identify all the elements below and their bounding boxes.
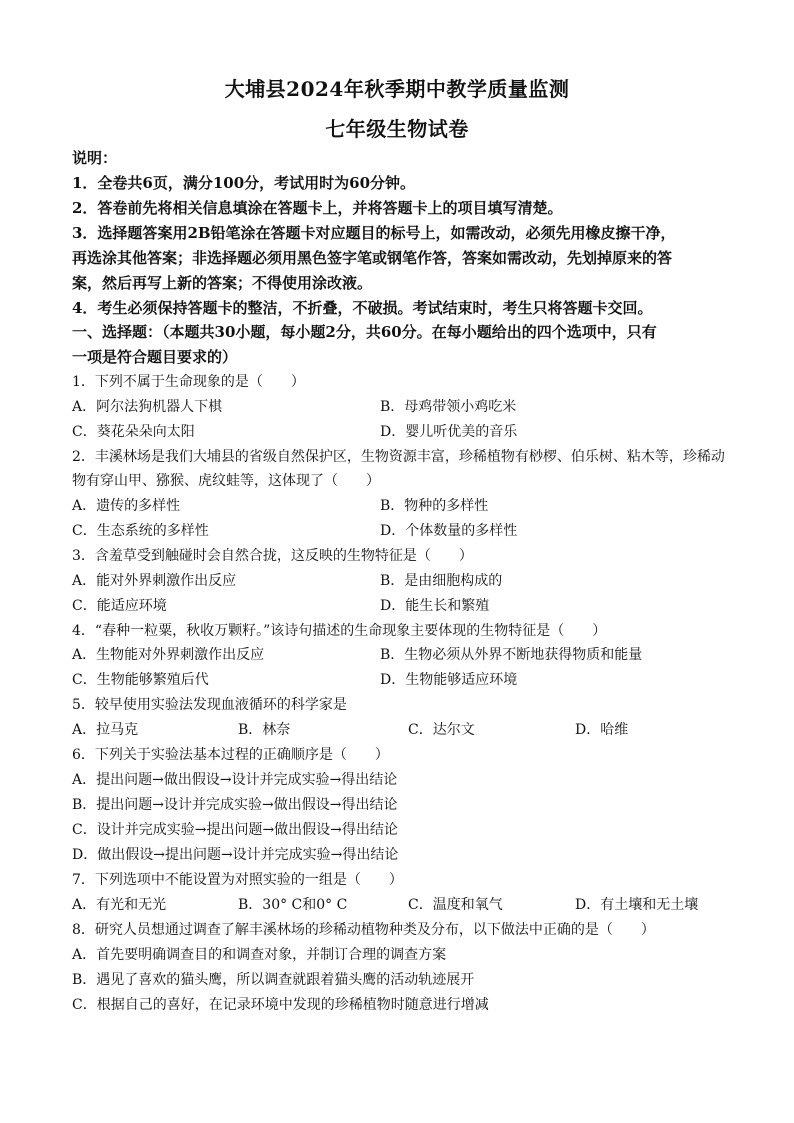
option-b: B．生物必须从外界不断地获得物质和能量 — [380, 647, 643, 663]
option-a: A．拉马克 — [72, 722, 139, 738]
option-a: A．能对外界刺激作出反应 — [72, 573, 237, 589]
option-c: C．生态系统的多样性 — [72, 523, 209, 539]
option-b: B．30° C和0° C — [238, 897, 348, 913]
instruction-item: 再选涂其他答案；非选择题必须用黑色签字笔或钢笔作答，答案如需改动，先划掉原来的答 — [72, 249, 673, 267]
question-stem-cont: 物有穿山甲、猕猴、虎纹蛙等，这体现了（ ） — [72, 473, 380, 489]
option-a: A．有光和无光 — [72, 897, 167, 913]
option-b: B．物种的多样性 — [380, 498, 489, 514]
section-heading: 一、选择题：（本题共30小题，每小题2分，共60分。在每小题给出的四个选项中，只有 — [72, 323, 657, 341]
option-c: C．葵花朵朵向太阳 — [72, 424, 195, 440]
question-stem: 6．下列关于实验法基本过程的正确顺序是（ ） — [72, 747, 389, 763]
question-stem: 8．研究人员想通过调查了解丰溪林场的珍稀动植物种类及分布，以下做法中正确的是（ ） — [72, 922, 655, 938]
option-d: D．做出假设→提出问题→设计并完成实验→得出结论 — [72, 847, 399, 863]
option-d: D．能生长和繁殖 — [380, 598, 490, 614]
instruction-item: 2．答卷前先将相关信息填涂在答题卡上，并将答题卡上的项目填写清楚。 — [72, 199, 563, 217]
option-b: B．提出问题→设计并完成实验→做出假设→得出结论 — [72, 797, 398, 813]
option-d: D．生物能够适应环境 — [380, 672, 518, 688]
option-c: C．生物能够繁殖后代 — [72, 672, 209, 688]
question-stem: 3．含羞草受到触碰时会自然合拢，这反映的生物特征是（ ） — [72, 548, 473, 564]
instruction-item: 3．选择题答案用2B铅笔涂在答题卡对应题目的标号上，如需改动，必须先用橡皮擦干净， — [72, 224, 676, 242]
question-stem: 5．较早使用实验法发现血液循环的科学家是 — [72, 697, 347, 713]
option-d: D．有土壤和无土壤 — [575, 897, 699, 913]
option-c: C．温度和氧气 — [408, 897, 503, 913]
option-a: A．阿尔法狗机器人下棋 — [72, 399, 223, 415]
question-stem: 4．“春种一粒粟，秋收万颗籽。”该诗句描述的生命现象主要体现的生物特征是（ ） — [72, 623, 607, 639]
instruction-item: 4．考生必须保持答题卡的整洁，不折叠，不破损。考试结束时，考生只将答题卡交回。 — [72, 299, 653, 317]
option-a: A．提出问题→做出假设→设计并完成实验→得出结论 — [72, 772, 398, 788]
option-b: B．母鸡带领小鸡吃米 — [380, 399, 517, 415]
option-b: B．遇见了喜欢的猫头鹰，所以调查就跟着猫头鹰的活动轨迹展开 — [72, 972, 475, 988]
instruction-item: 1．全卷共6页，满分100分，考试用时为60分钟。 — [72, 174, 416, 192]
option-c: C．设计并完成实验→提出问题→做出假设→得出结论 — [72, 822, 398, 838]
exam-subtitle: 七年级生物试卷 — [325, 117, 469, 141]
option-b: B．是由细胞构成的 — [380, 573, 503, 589]
exam-title: 大埔县2024年秋季期中教学质量监测 — [224, 77, 570, 101]
question-stem: 2．丰溪林场是我们大埔县的省级自然保护区，生物资源丰富，珍稀植物有桫椤、伯乐树、粘木等，珍稀动 — [72, 449, 725, 465]
option-a: A．遗传的多样性 — [72, 498, 181, 514]
question-stem: 7．下列选项中不能设置为对照实验的一组是（ ） — [72, 872, 403, 888]
option-c: C．能适应环境 — [72, 598, 167, 614]
option-b: B．林奈 — [238, 722, 291, 738]
instructions-heading: 说明： — [72, 149, 118, 167]
option-d: D．婴儿听优美的音乐 — [380, 424, 518, 440]
instruction-item: 案，然后再写上新的答案；不得使用涂改液。 — [72, 274, 373, 292]
option-d: D．哈维 — [575, 722, 629, 738]
option-c: C．达尔文 — [408, 722, 475, 738]
section-heading-cont: 一项是符合题目要求的） — [72, 348, 238, 366]
option-d: D．个体数量的多样性 — [380, 523, 518, 539]
question-stem: 1．下列不属于生命现象的是（ ） — [72, 374, 305, 390]
option-c: C．根据自己的喜好，在记录环境中发现的珍稀植物时随意进行增减 — [72, 997, 489, 1013]
option-a: A．生物能对外界刺激作出反应 — [72, 647, 265, 663]
option-a: A．首先要明确调查目的和调查对象，并制订合理的调查方案 — [72, 947, 447, 963]
